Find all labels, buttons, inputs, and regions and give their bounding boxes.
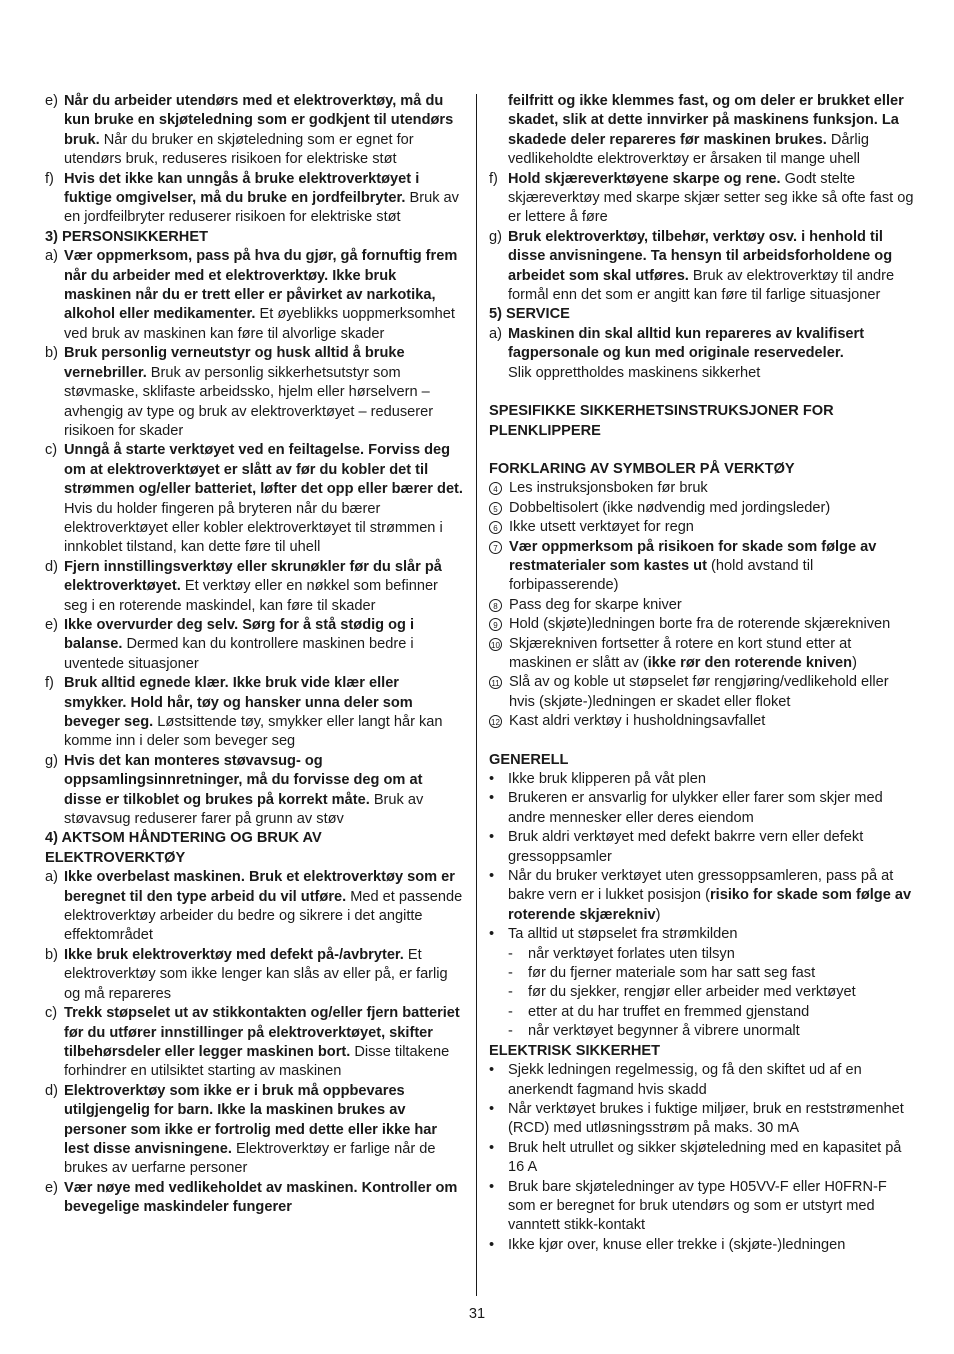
symbol-number-icon: 6 (489, 521, 502, 534)
symbol-number-icon: 10 (489, 638, 502, 651)
electrical-bullet: • Bruk bare skjøteledninger av type H05VV-F eller H0FRN-F som er beregnet for bruk utendørs og som er utstyrt med vanntett stikk-kontakt (489, 1178, 887, 1234)
symbol-number-icon: 9 (489, 618, 502, 631)
section2-item-e: e) Når du arbeider utendørs med et elektroverktøy, må du kun bruke en skjøteledning som er godkjent til utendørs bruk. Når du bruker en skjøteledning som er egnet for utendørs bruk, reduseres risikoen for elektriske støt (45, 93, 454, 168)
page-number: 31 (468, 1306, 486, 1322)
general-bullet: • Ikke bruk klipperen på våt plen (489, 771, 706, 787)
electrical-bullet: • Sjekk ledningen regelmessig, og få den skiftet ud af en anerkendt fagmand hvis skadd (489, 1062, 862, 1098)
electrical-bullet: • Når verktøyet brukes i fuktige miljøer, bruk en reststrømenhet (RCD) med utløsningsstrøm på maks. 30 mA (489, 1100, 904, 1137)
symbol-item: 11 Slå av og koble ut støpselet før rengjøring/vedlikehold eller hvis (skjøte-)ledningen er skadet eller floket (489, 673, 914, 712)
section4-item-e: e) Vær nøye med vedlikeholdet av maskinen. Kontroller om bevegelige maskindeler fungerer (45, 1179, 458, 1216)
left-column (45, 92, 463, 1218)
electrical-bullet: • Bruk helt utrullet og sikker skjøteledning med en kapasitet på 16 A (489, 1139, 902, 1176)
section5-heading: 5) SERVICE (489, 306, 570, 323)
dash-item: - før du sjekker, rengjør eller arbeider med verktøyet (508, 984, 856, 1001)
electrical-bullet: • Ikke kjør over, knuse eller trekke i (skjøte-)ledningen (489, 1236, 846, 1253)
section3-item-d: d) Fjern innstillingsverktøy eller skrunøkler før du slår på elektroverktøyet. Et verktøy eller en nøkkel som befinner seg i en roterende maskindel, kan føre til skader (45, 558, 442, 614)
section4-item-g: g) Bruk elektroverktøy, tilbehør, verktøy osv. i henhold til disse anvisningene. Ta hensyn til arbeidsforholdene og arbeidet som skal utføres. Bruk av elektroverktøy til andre formål enn det som er angitt kan føre til farlige situasjoner (489, 228, 895, 304)
section3-item-g: g) Hvis det kan monteres støvavsug- og oppsamlingsinnretninger, må du forvisse deg om at disse er tilkoblet og brukes på korrekt måte. Bruk av støvavsug reduserer farer på grunn av støv (45, 752, 424, 828)
symbol-number-icon: 12 (489, 715, 502, 728)
electrical-safety-heading: ELEKTRISK SIKKERHET (489, 1042, 661, 1059)
dash-item: - før du fjerner materiale som har satt seg fast (508, 965, 816, 982)
symbol-item: 12 Kast aldri verktøy i husholdningsavfallet (489, 712, 914, 731)
general-heading: GENERELL (489, 751, 569, 768)
section3-heading: 3) PERSONSIKKERHET (45, 228, 208, 245)
section4-item-a: a) Ikke overbelast maskinen. Bruk et elektroverktøy som er beregnet til den type arbeid du vil utføre. Med et passende elektroverktøy arbeider du bedre og sikrere i det angitte effektområdet (45, 869, 463, 944)
section2-item-f: f) Hvis det ikke kan unngås å bruke elektroverktøyet i fuktige omgivelser, må du bruke en jordfeilbryter. Bruk av en jordfeilbryter reduserer risikoen for elektriske støt (45, 170, 459, 226)
section4-item-c: c) Trekk støpselet ut av stikkontakten og/eller fjern batteriet før du utfører innstillinger på elektroverktøyet, skifter tilbehørsdeler eller legger maskinen bort. Disse tiltakene forhindrer en utilsiktet starting av maskinen (45, 1005, 460, 1080)
symbol-item: 5 Dobbeltisolert (ikke nødvendig med jordingsleder) (489, 499, 914, 518)
section3-item-c: c) Unngå å starte verktøyet ved en feiltagelse. Forviss deg om at elektroverktøyet er slått av før du kobler det til strømmen og/eller batteriet, løfter det opp eller bærer det. Hvis du holder fingeren på bryteren når du bærer elektroverktøyet eller kobler elektroverktøyet til strømmen i innkoblet tilstand, kan dette føre til uhell (45, 442, 463, 556)
general-bullet: • Bruk aldri verktøyet med defekt bakrre vern eller defekt gressoppsamler (489, 829, 864, 865)
symbol-number-icon: 11 (489, 676, 502, 689)
section3-item-b: b) Bruk personlig verneutstyr og husk alltid å bruke vernebriller. Bruk av personlig sikkerhetsutstyr som støvmaske, sklifaste arbeidssko, hjelm eller hørselvern – avhengig av type og bruk av elektroverktøyet – reduserer risikoen for skader (45, 345, 434, 439)
general-bullet: • Ta alltid ut støpselet fra strømkilden (489, 926, 738, 943)
symbols-heading: FORKLARING AV SYMBOLER PÅ VERKTØY (489, 460, 795, 477)
section5-item-a: a) Maskinen din skal alltid kun repareres av kvalifisert fagpersonale og kun med originale reservedeler. Slik opprettholdes maskinens sikkerhet (489, 325, 865, 381)
symbol-item: 7 Vær oppmerksom på risikoen for skade som følge av restmaterialer som kastes ut (hold avstand til forbipasserende) (489, 538, 914, 596)
section4-heading: 4) AKTSOM HÅNDTERING OG BRUK AV ELEKTROVERKTØY (45, 830, 322, 866)
symbol-item: 9 Hold (skjøte)ledningen borte fra de roterende skjærekniven (489, 615, 914, 634)
section4-item-e-continued: feilfritt og ikke klemmes fast, og om deler er brukket eller skadet, slik at dette innvirker på maskinens funksjon. La skadede deler repareres før maskinen brukes. Dårlig vedlikeholdte elektroverktøy er årsaken til mange uhell (508, 93, 904, 168)
dash-item: - etter at du har truffet en fremmed gjenstand (508, 1003, 810, 1020)
section4-item-b: b) Ikke bruk elektroverktøy med defekt på-/avbryter. Et elektroverktøy som ikke lenger kan slås av eller på, er farlig og må repareres (45, 946, 448, 1002)
symbol-number-icon: 8 (489, 599, 502, 612)
dash-item: - når verktøyet begynner å vibrere unormalt (508, 1023, 800, 1040)
symbol-item: 4 Les instruksjonsboken før bruk (489, 479, 914, 498)
symbol-item: 8 Pass deg for skarpe kniver (489, 596, 914, 615)
symbol-number-icon: 5 (489, 502, 502, 515)
section4-item-f: f) Hold skjæreverktøyene skarpe og rene. Godt stelte skjæreverktøy med skarpe skjær setter seg ikke så ofte fast og er lettere å føre (489, 170, 914, 226)
general-bullet: • Når du bruker verktøyet uten gressoppsamleren, pass på at bakre vern er i lukket posisjon (risiko for skade som følge av roterende skjærekniv) (489, 868, 912, 923)
section3-item-a: a) Vær oppmerksom, pass på hva du gjør, gå fornuftig frem når du arbeider med et elektroverktøy. Ikke bruk maskinen når du er trett eller er påvirket av narkotika, alkohol eller medikamenter. Et øyeblikks uoppmerksomhet ved bruk av maskinen kan føre til alvorlige skader (45, 248, 458, 342)
dash-item: - når verktøyet forlates uten tilsyn (508, 945, 735, 962)
symbol-item: 6 Ikke utsett verktøyet for regn (489, 518, 914, 537)
section3-item-e: e) Ikke overvurder deg selv. Sørg for å stå stødig og i balanse. Dermed kan du kontrollere maskinen bedre i uventede situasjoner (45, 616, 415, 672)
symbol-number-icon: 4 (489, 482, 502, 495)
symbol-item: 10 Skjærekniven fortsetter å rotere en kort stund etter at maskinen er slått av (ikke rør den roterende kniven) (489, 635, 914, 674)
column-divider (476, 94, 477, 1296)
right-column (489, 92, 914, 1255)
general-bullet: • Brukeren er ansvarlig for ulykker eller farer som skjer med andre mennesker eller deres eiendom (489, 790, 883, 826)
section4-item-d: d) Elektroverktøy som ikke er i bruk må oppbevares utilgjengelig for barn. Ikke la maskinen brukes av personer som ikke er fortrolig med dette eller ikke har lest disse anvisningene. Elektroverktøy er farlige når de brukes av uerfarne personer (45, 1082, 438, 1177)
section3-item-f: f) Bruk alltid egnede klær. Ikke bruk vide klær eller smykker. Hold hår, tøy og hansker unna deler som beveger seg. Løstsittende tøy, smykker eller langt hår kan komme inn i deler som beveger seg (45, 675, 443, 750)
specific-safety-heading: SPESIFIKKE SIKKERHETSINSTRUKSJONER FOR PLENKLIPPERE (489, 403, 834, 439)
symbol-number-icon: 7 (489, 541, 502, 554)
